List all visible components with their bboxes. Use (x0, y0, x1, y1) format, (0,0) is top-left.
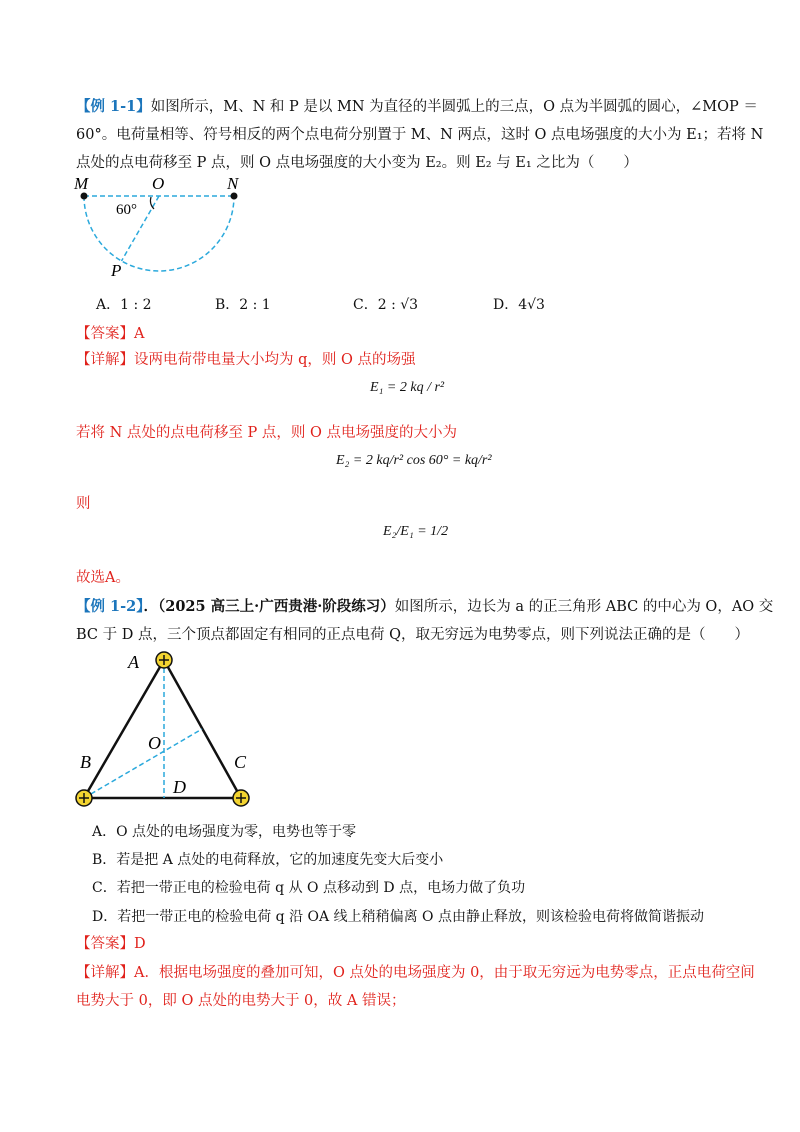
ex2-line1 (76, 597, 773, 617)
ex1-detail2: 若将 N 点处的点电荷移至 P 点，则 O 点电场强度的大小为 (76, 425, 457, 441)
ex1-figure (70, 170, 260, 280)
label-a: A (128, 652, 139, 672)
label-angle: 60° (116, 202, 137, 218)
ex2-detail1 (76, 963, 755, 983)
ex1-option-c[interactable]: C．2 : √3 (353, 297, 419, 313)
ex1-line3: 点处的点电荷移至 P 点，则 O 点电场强度的大小变为 E₂。则 E₂ 与 E₁ 之比为（ ） (76, 155, 638, 171)
ex2-option-c[interactable]: C．若把一带正电的检验电荷 q 从 O 点移动到 D 点，电场力做了负功 (92, 880, 526, 896)
label-p: P (111, 261, 122, 280)
ex1-conclusion: 故选A。 (76, 570, 130, 586)
triangle-abc (84, 660, 241, 798)
label-o: O (152, 174, 165, 193)
ex2-line2: BC 于 D 点，三个顶点都固定有相同的正点电荷 Q，取无穷远为电势零点，则下列说法正确的是（ ） (76, 627, 749, 643)
ex2-answer: 【答案】D (76, 936, 146, 952)
ex1-line2: 60°。电荷量相等、符号相反的两个点电荷分别置于 M、N 两点，这时 O 点电场强度的大小为 E₁；若将 N (76, 127, 764, 143)
ex1-text1: 如图所示，M、N 和 P 是以 MN 为直径的半圆弧上的三点，O 点为半圆弧的圆心，∠MOP ＝ (150, 99, 758, 115)
ex2-detail2: 电势大于 0，即 O 点处的电势大于 0，故 A 错误； (76, 993, 406, 1009)
ex2-option-b[interactable]: B．若是把 A 点处的电荷释放，它的加速度先变大后变小 (92, 852, 444, 868)
ex2-option-d[interactable]: D．若把一带正电的检验电荷 q 沿 OA 线上稍稍偏离 O 点由静止释放，则该检验电荷将做简谐振动 (92, 909, 704, 925)
charge-c (233, 790, 249, 806)
ex2-detail1-text: A．根据电场强度的叠加可知，O 点处的电场强度为 0，由于取无穷远为电势零点，正点电荷空间 (134, 965, 755, 981)
ex1-eq1: E₁ = 2 kq / r² (370, 380, 445, 395)
ex1-detail1-text: 设两电荷带电量大小均为 q，则 O 点的场强 (134, 352, 416, 368)
label-n: N (227, 174, 239, 193)
ex1-detail-tag: 【详解】 (76, 352, 134, 368)
ex2-tag: 【例 1-2】 (76, 598, 144, 615)
label-o2: O (148, 733, 161, 753)
ex2-source: ．（2025 高三上·广西贵港·阶段练习） (143, 598, 395, 615)
charge-b (76, 790, 92, 806)
ex1-option-b[interactable]: B．2 : 1 (215, 297, 271, 313)
charge-a (156, 652, 172, 668)
label-m: M (74, 174, 89, 193)
label-b: B (80, 752, 91, 772)
ex2-text1: 如图所示，边长为 a 的正三角形 ABC 的中心为 O，AO 交 (394, 599, 774, 615)
ex2-detail-tag: 【详解】 (76, 965, 134, 981)
ex1-line1 (76, 97, 758, 117)
point-n (231, 193, 238, 200)
ex1-detail1 (76, 350, 416, 370)
ex1-detail3: 则 (76, 496, 91, 512)
ex1-option-d[interactable]: D．4√3 (493, 297, 545, 313)
ex1-answer: 【答案】A (76, 326, 145, 342)
semicircle-arc (84, 196, 234, 271)
ex1-eq2: E₂ = 2 kq/r² cos 60° = kq/r² (336, 453, 492, 468)
ex2-option-a[interactable]: A．O 点处的电场强度为零，电势也等于零 (92, 824, 357, 840)
ex1-eq3: E₂/E₁ = 1/2 (383, 524, 449, 539)
label-c: C (234, 752, 247, 772)
ex2-figure (70, 645, 270, 815)
label-d: D (173, 777, 186, 797)
point-m (81, 193, 88, 200)
ex1-option-a[interactable]: A．1 : 2 (96, 297, 152, 313)
ex1-tag: 【例 1-1】 (76, 98, 151, 115)
angle-arc (150, 197, 154, 209)
